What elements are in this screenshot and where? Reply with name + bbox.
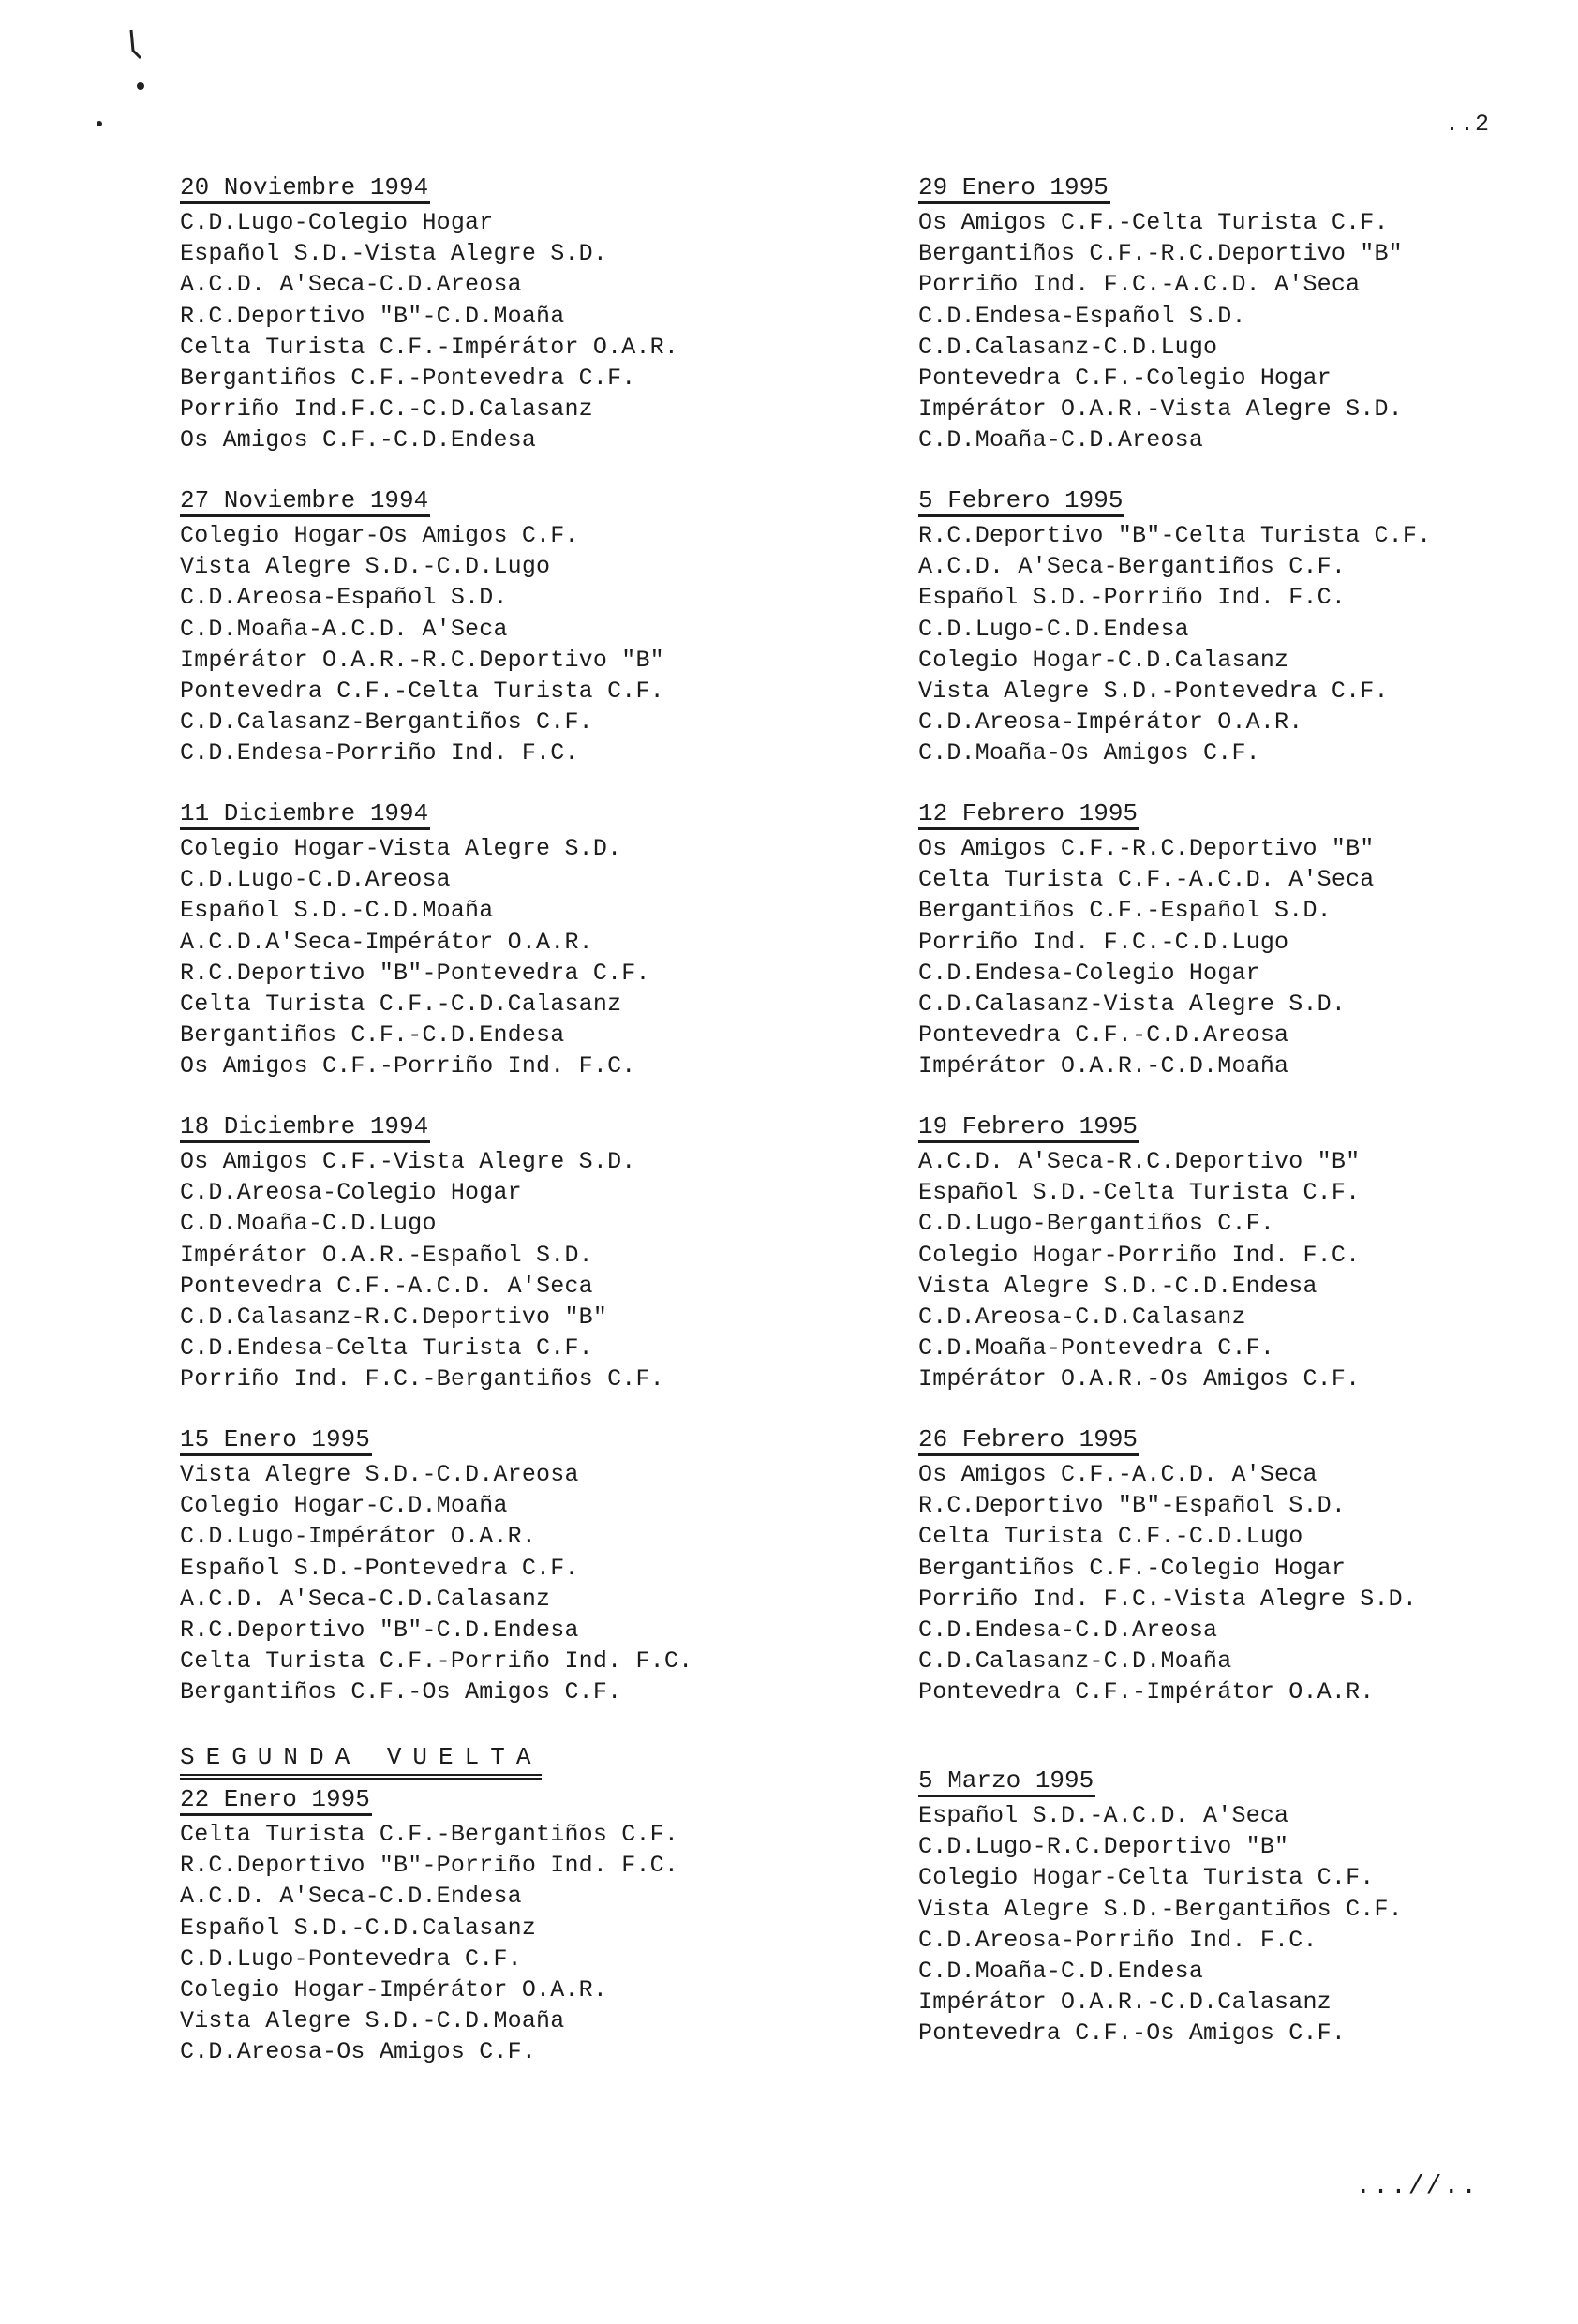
round-block	[180, 1425, 855, 1738]
match-line: C.D.Lugo-Pontevedra C.F.	[180, 1944, 522, 1973]
match-line: Pontevedra C.F.-Os Amigos C.F.	[918, 2019, 1347, 2048]
match-line: C.D.Lugo-Impérátor O.A.R.	[180, 1523, 537, 1551]
match-line: Impérátor O.A.R.-Vista Alegre S.D.	[918, 395, 1403, 424]
round-block	[918, 1766, 1578, 2079]
match-line: Español S.D.-Pontevedra C.F.	[180, 1554, 579, 1582]
match-line: Impérátor O.A.R.-R.C.Deportivo "B"	[180, 646, 664, 674]
match-line: Impérátor O.A.R.-Español S.D.	[180, 1241, 593, 1269]
match-line: C.D.Moaña-C.D.Lugo	[180, 1210, 437, 1238]
match-line: C.D.Areosa-Os Amigos C.F.	[180, 2038, 537, 2066]
round-block	[180, 486, 855, 799]
segunda-vuelta-heading: SEGUNDA VUELTA	[180, 1742, 542, 1780]
match-line: Vista Alegre S.D.-C.D.Areosa	[180, 1461, 579, 1488]
match-line: Bergantiños C.F.-Colegio Hogar	[918, 1554, 1347, 1582]
match-line: Vista Alegre S.D.-Bergantiños C.F.	[918, 1895, 1403, 1923]
corner-ink-mark	[82, 22, 157, 126]
match-line: Celta Turista C.F.-Porriño Ind. F.C.	[180, 1647, 693, 1676]
match-line: R.C.Deportivo "B"-Español S.D.	[918, 1492, 1347, 1520]
match-line: Bergantiños C.F.-C.D.Endesa	[180, 1021, 565, 1050]
match-line: A.C.D. A'Seca-R.C.Deportivo "B"	[918, 1148, 1361, 1175]
match-line: Pontevedra C.F.-C.D.Areosa	[918, 1021, 1289, 1050]
match-line: R.C.Deportivo "B"-Celta Turista C.F.	[918, 522, 1432, 549]
match-line: Celta Turista C.F.-Impérátor O.A.R.	[180, 333, 679, 361]
match-line: Pontevedra C.F.-Celta Turista C.F.	[180, 678, 664, 706]
match-line: Colegio Hogar-Celta Turista C.F.	[918, 1864, 1375, 1892]
match-line: C.D.Endesa-Español S.D.	[918, 302, 1246, 330]
match-line: Porriño Ind. F.C.-Vista Alegre S.D.	[918, 1585, 1418, 1613]
match-line: C.D.Areosa-Español S.D.	[180, 584, 508, 612]
right-rounds	[918, 173, 1578, 2079]
match-line: C.D.Endesa-Porriño Ind. F.C.	[180, 739, 579, 767]
segunda-vuelta-round	[180, 1785, 855, 2098]
match-line: C.D.Lugo-Bergantiños C.F.	[918, 1210, 1275, 1238]
match-line: Vista Alegre S.D.-C.D.Endesa	[918, 1272, 1317, 1300]
match-line: C.D.Lugo-C.D.Endesa	[918, 615, 1189, 643]
match-line: Español S.D.-C.D.Moaña	[180, 897, 494, 925]
match-line: C.D.Calasanz-C.D.Moaña	[918, 1647, 1232, 1676]
match-line: C.D.Lugo-C.D.Areosa	[180, 866, 451, 894]
match-line: C.D.Lugo-R.C.Deportivo "B"	[918, 1833, 1289, 1861]
match-line: C.D.Moaña-C.D.Endesa	[918, 1958, 1204, 1986]
match-line: C.D.Lugo-Colegio Hogar	[180, 209, 494, 236]
match-line: A.C.D. A'Seca-C.D.Areosa	[180, 271, 522, 299]
round-block	[918, 173, 1578, 486]
match-line: R.C.Deportivo "B"-C.D.Endesa	[180, 1616, 579, 1645]
round-date: 15 Enero 1995	[180, 1425, 372, 1456]
match-line: Os Amigos C.F.-Vista Alegre S.D.	[180, 1148, 636, 1175]
round-date: 5 Marzo 1995	[918, 1766, 1095, 1797]
match-line: Colegio Hogar-C.D.Calasanz	[918, 646, 1289, 674]
match-line: R.C.Deportivo "B"-Porriño Ind. F.C.	[180, 1852, 679, 1880]
match-line: Porriño Ind. F.C.-Bergantiños C.F.	[180, 1365, 664, 1393]
round-date: 29 Enero 1995	[918, 173, 1110, 204]
round-date: 22 Enero 1995	[180, 1785, 372, 1816]
round-block	[918, 486, 1578, 799]
round-date: 12 Febrero 1995	[918, 799, 1139, 830]
match-line: Os Amigos C.F.-A.C.D. A'Seca	[918, 1461, 1317, 1488]
match-line: C.D.Areosa-Impérátor O.A.R.	[918, 708, 1303, 737]
match-line: Celta Turista C.F.-A.C.D. A'Seca	[918, 866, 1375, 894]
match-line: Vista Alegre S.D.-Pontevedra C.F.	[918, 678, 1389, 706]
round-block	[180, 799, 855, 1112]
round-date: 18 Diciembre 1994	[180, 1112, 430, 1143]
match-line: Colegio Hogar-Os Amigos C.F.	[180, 522, 579, 549]
round-date: 5 Febrero 1995	[918, 486, 1124, 517]
match-line: Os Amigos C.F.-Celta Turista C.F.	[918, 209, 1389, 236]
match-line: Bergantiños C.F.-Pontevedra C.F.	[180, 365, 636, 393]
round-date: 11 Diciembre 1994	[180, 799, 430, 830]
match-line: A.C.D. A'Seca-C.D.Calasanz	[180, 1585, 551, 1613]
match-line: Vista Alegre S.D.-C.D.Lugo	[180, 553, 551, 581]
page-number: ..2	[1444, 111, 1490, 138]
match-line: Celta Turista C.F.-C.D.Calasanz	[180, 991, 622, 1019]
round-date: 19 Febrero 1995	[918, 1112, 1139, 1143]
match-line: Celta Turista C.F.-Bergantiños C.F.	[180, 1821, 679, 1848]
match-line: C.D.Areosa-C.D.Calasanz	[918, 1304, 1246, 1332]
match-line: Pontevedra C.F.-Impérátor O.A.R.	[918, 1678, 1375, 1706]
match-line: C.D.Moaña-C.D.Areosa	[918, 426, 1204, 454]
left-column	[180, 173, 855, 2098]
match-line: A.C.D. A'Seca-Bergantiños C.F.	[918, 553, 1347, 581]
round-block	[180, 173, 855, 486]
match-line: C.D.Calasanz-C.D.Lugo	[918, 333, 1218, 361]
match-line: Impérátor O.A.R.-C.D.Calasanz	[918, 1989, 1332, 2017]
match-line: Bergantiños C.F.-Os Amigos C.F.	[180, 1678, 622, 1706]
round-date: 26 Febrero 1995	[918, 1425, 1139, 1456]
match-line: C.D.Endesa-Celta Turista C.F.	[180, 1334, 593, 1363]
match-line: A.C.D. A'Seca-C.D.Endesa	[180, 1883, 522, 1911]
match-line: C.D.Calasanz-Vista Alegre S.D.	[918, 991, 1347, 1019]
match-line: Porriño Ind. F.C.-C.D.Lugo	[918, 928, 1289, 956]
match-line: C.D.Calasanz-Bergantiños C.F.	[180, 708, 593, 737]
left-rounds	[180, 173, 855, 1738]
match-line: Celta Turista C.F.-C.D.Lugo	[918, 1523, 1303, 1551]
match-line: Colegio Hogar-C.D.Moaña	[180, 1492, 508, 1520]
match-line: Vista Alegre S.D.-C.D.Moaña	[180, 2007, 565, 2035]
match-line: Español S.D.-Celta Turista C.F.	[918, 1179, 1361, 1207]
match-line: Colegio Hogar-Porriño Ind. F.C.	[918, 1241, 1361, 1269]
right-column	[918, 173, 1578, 2079]
match-line: Os Amigos C.F.-C.D.Endesa	[180, 426, 537, 454]
match-line: Español S.D.-Porriño Ind. F.C.	[918, 584, 1347, 612]
round-block	[918, 1112, 1578, 1425]
match-line: Os Amigos C.F.-Porriño Ind. F.C.	[180, 1052, 636, 1080]
round-block	[180, 1785, 855, 2098]
match-line: C.D.Moaña-Pontevedra C.F.	[918, 1334, 1275, 1363]
match-line: C.D.Endesa-C.D.Areosa	[918, 1616, 1218, 1645]
match-line: Pontevedra C.F.-A.C.D. A'Seca	[180, 1272, 593, 1300]
match-line: Bergantiños C.F.-Español S.D.	[918, 897, 1332, 925]
round-date: 20 Noviembre 1994	[180, 173, 430, 204]
match-line: A.C.D.A'Seca-Impérátor O.A.R.	[180, 928, 593, 956]
match-line: C.D.Areosa-Porriño Ind. F.C.	[918, 1926, 1317, 1954]
match-line: Español S.D.-A.C.D. A'Seca	[918, 1802, 1289, 1829]
match-line: C.D.Moaña-A.C.D. A'Seca	[180, 615, 508, 643]
round-block	[918, 799, 1578, 1112]
match-line: Colegio Hogar-Vista Alegre S.D.	[180, 835, 622, 862]
match-line: Bergantiños C.F.-R.C.Deportivo "B"	[918, 240, 1403, 268]
match-line: Impérátor O.A.R.-Os Amigos C.F.	[918, 1365, 1361, 1393]
match-line: C.D.Moaña-Os Amigos C.F.	[918, 739, 1260, 767]
round-block	[918, 1425, 1578, 1738]
match-line: C.D.Calasanz-R.C.Deportivo "B"	[180, 1304, 608, 1332]
match-line: C.D.Areosa-Colegio Hogar	[180, 1179, 522, 1207]
match-line: Porriño Ind. F.C.-A.C.D. A'Seca	[918, 271, 1361, 299]
match-line: C.D.Endesa-Colegio Hogar	[918, 959, 1260, 987]
match-line: R.C.Deportivo "B"-Pontevedra C.F.	[180, 959, 650, 987]
match-line: Colegio Hogar-Impérátor O.A.R.	[180, 1976, 608, 2004]
match-line: Pontevedra C.F.-Colegio Hogar	[918, 365, 1332, 393]
match-line: Os Amigos C.F.-R.C.Deportivo "B"	[918, 835, 1375, 862]
match-line: Español S.D.-Vista Alegre S.D.	[180, 240, 608, 268]
match-line: Impérátor O.A.R.-C.D.Moaña	[918, 1052, 1289, 1080]
match-line: R.C.Deportivo "B"-C.D.Moaña	[180, 302, 565, 330]
match-line: Porriño Ind.F.C.-C.D.Calasanz	[180, 395, 593, 424]
round-date: 27 Noviembre 1994	[180, 486, 430, 517]
continuation-mark: ...//..	[1355, 2172, 1479, 2201]
round-block	[180, 1112, 855, 1425]
match-line: Español S.D.-C.D.Calasanz	[180, 1914, 537, 1942]
